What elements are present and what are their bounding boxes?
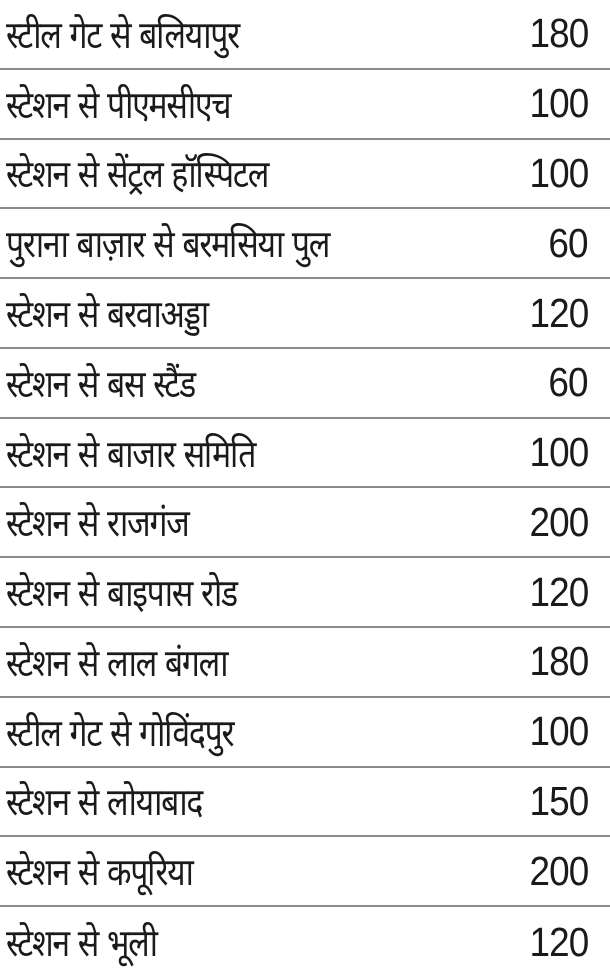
route-name: स्टील गेट से गोविंदपुर [6, 710, 234, 755]
table-row [0, 279, 610, 349]
route-name: स्टेशन से पीएमसीएच [6, 82, 231, 127]
route-name: स्टेशन से कपूरिया [6, 850, 193, 895]
route-name: स्टेशन से लोयाबाद [6, 780, 203, 825]
fare-value: 200 [529, 847, 588, 894]
route-name: स्टेशन से बाइपास रोड [6, 571, 237, 616]
fare-value: 200 [529, 498, 588, 545]
route-name: पुराना बाज़ार से बरमसिया पुल [6, 222, 330, 267]
fare-value: 150 [529, 777, 588, 824]
table-row [0, 837, 610, 907]
route-name: स्टेशन से सेंट्रल हॉस्पिटल [6, 152, 269, 197]
table-row [0, 698, 610, 768]
table-row [0, 349, 610, 419]
table-row [0, 419, 610, 489]
table-row [0, 628, 610, 698]
table-row [0, 558, 610, 628]
fare-value: 180 [529, 10, 588, 57]
route-name: स्टील गेट से बलियापुर [6, 12, 239, 57]
fare-value: 100 [529, 80, 588, 127]
table-row [0, 140, 610, 210]
table-row [0, 0, 610, 70]
fare-value: 120 [529, 918, 588, 965]
fare-value: 120 [529, 568, 588, 615]
fare-value: 60 [548, 359, 588, 406]
route-name: स्टेशन से बस स्टैंड [6, 361, 195, 406]
table-row [0, 768, 610, 838]
table-row [0, 209, 610, 279]
route-name: स्टेशन से लाल बंगला [6, 640, 228, 685]
fare-value: 100 [529, 429, 588, 476]
fare-value: 100 [529, 708, 588, 755]
fare-value: 120 [529, 289, 588, 336]
table-row [0, 907, 610, 977]
route-name: स्टेशन से बरवाअड्डा [6, 292, 208, 337]
route-name: स्टेशन से राजगंज [6, 501, 189, 546]
fare-value: 180 [529, 638, 588, 685]
table-row [0, 488, 610, 558]
fare-value: 100 [529, 149, 588, 196]
table-row [0, 70, 610, 140]
fare-value: 60 [548, 219, 588, 266]
route-name: स्टेशन से बाजार समिति [6, 431, 256, 476]
route-name: स्टेशन से भूली [6, 921, 157, 966]
